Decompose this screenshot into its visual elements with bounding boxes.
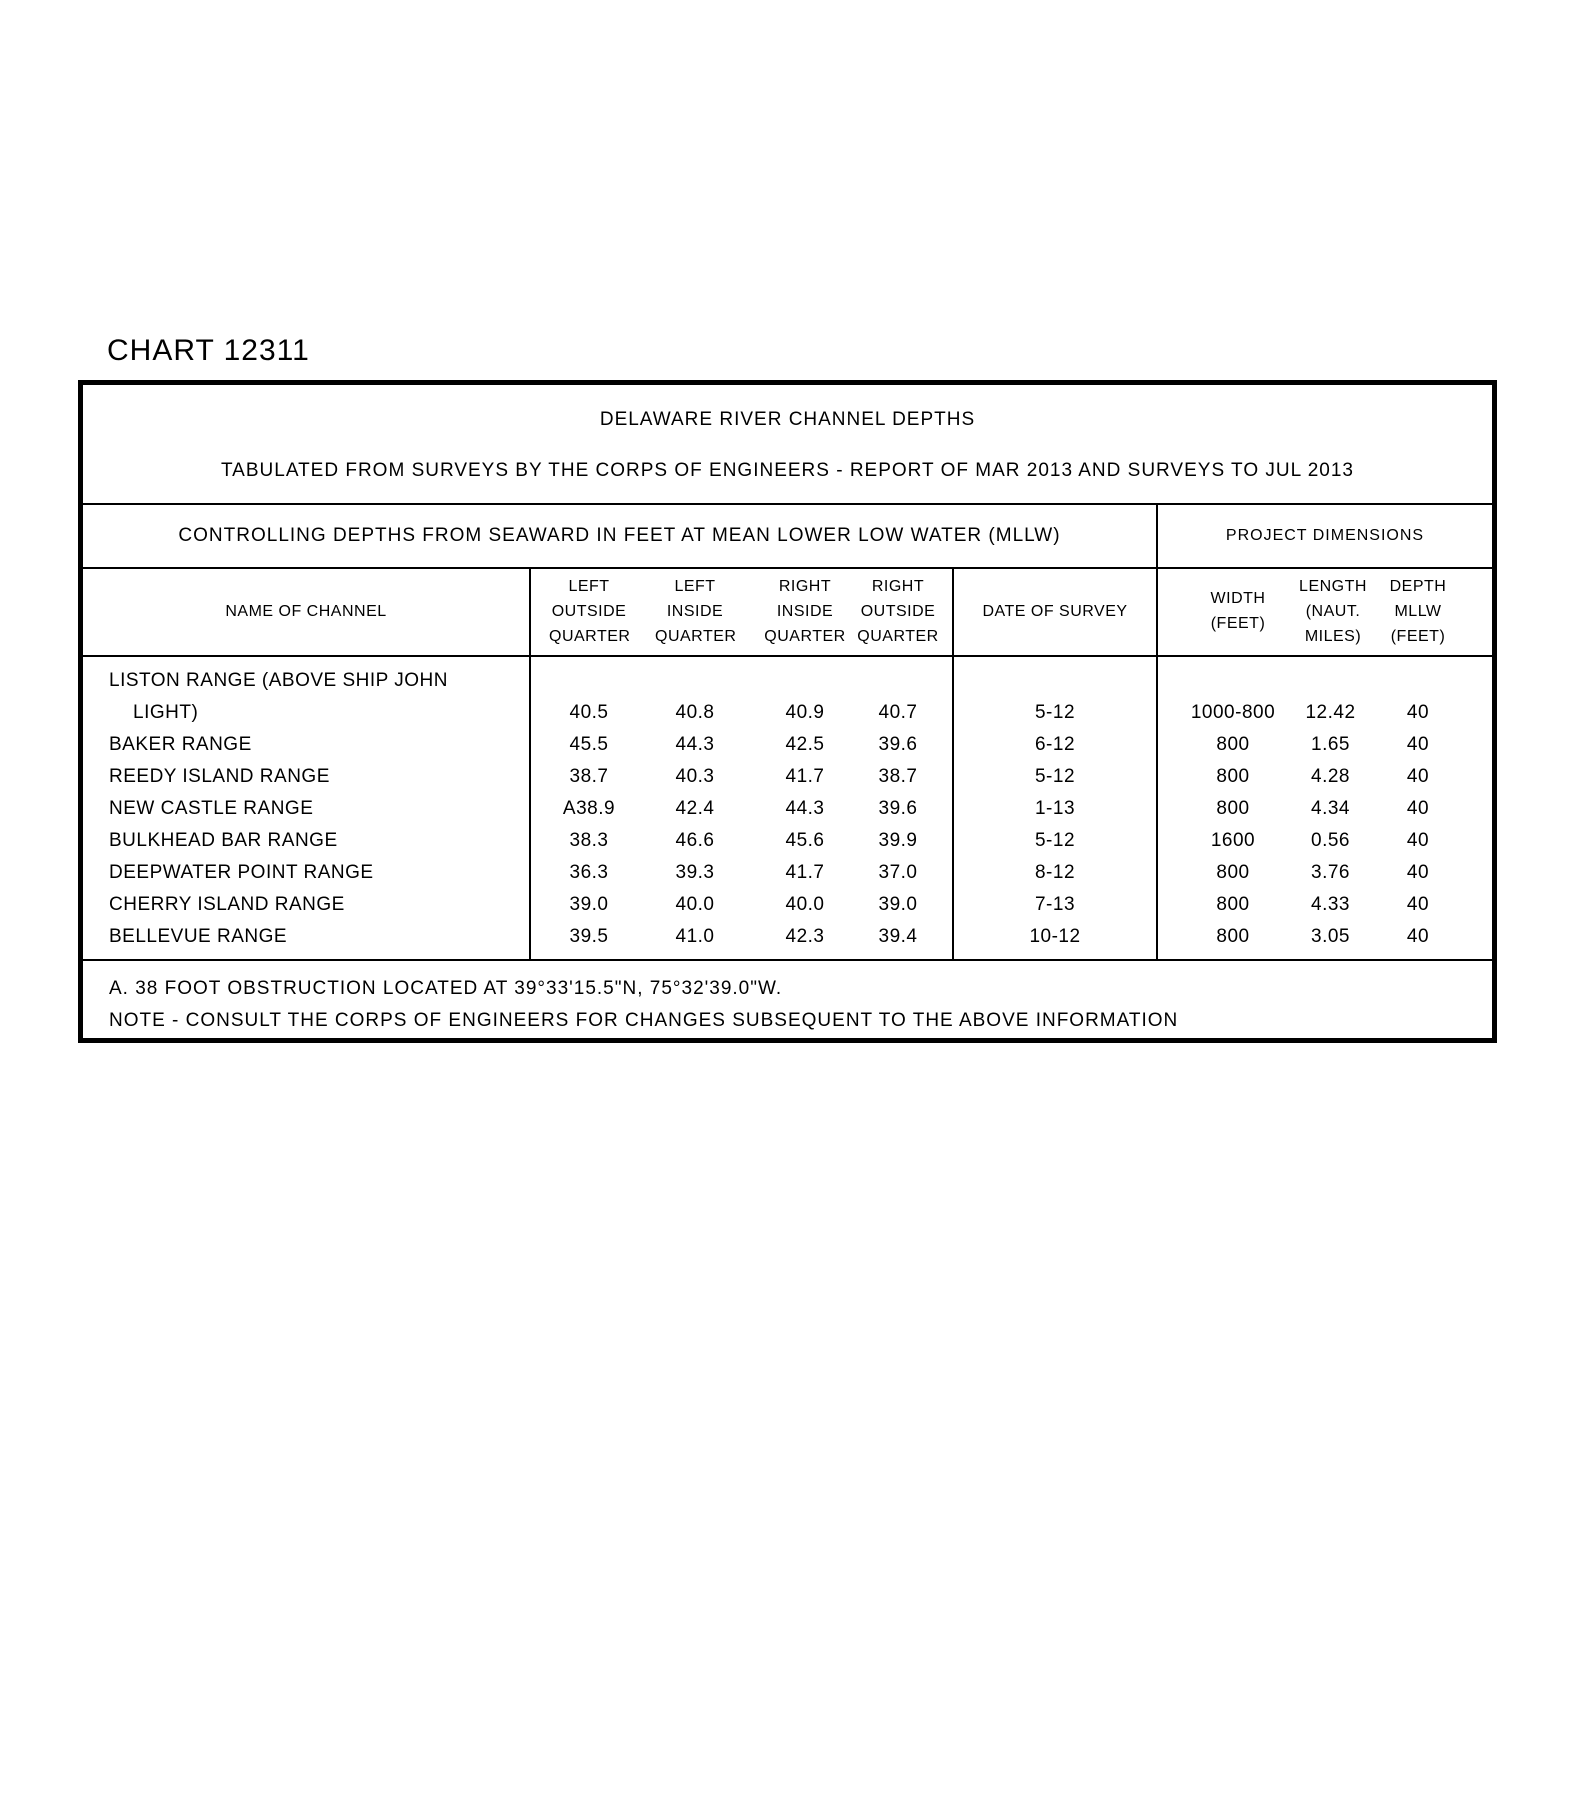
channel-depths-table: [78, 380, 1497, 1043]
table-title: DELAWARE RIVER CHANNEL DEPTHS: [599, 409, 976, 430]
table-row: [83, 697, 1492, 729]
table-row: [83, 793, 1492, 825]
date-of-survey-value: 7-13: [1034, 894, 1076, 915]
rule-footnotes: [83, 959, 1492, 961]
left-outside-quarter-value: 39.0: [569, 894, 609, 915]
left-inside-quarter-value: 46.6: [675, 830, 715, 851]
left-outside-quarter-value: 45.5: [569, 734, 609, 755]
right-outside-quarter-value: 39.6: [878, 734, 918, 755]
col-header-name: NAME OF CHANNEL: [225, 603, 387, 620]
group-header-controlling-depths: CONTROLLING DEPTHS FROM SEAWARD IN FEET AT MEAN LOWER LOW WATER (MLLW): [178, 525, 1061, 546]
date-of-survey-value: 5-12: [1034, 702, 1076, 723]
left-outside-quarter-value: 39.5: [569, 926, 609, 947]
depth-value: 40: [1406, 862, 1430, 883]
date-of-survey-value: 8-12: [1034, 862, 1076, 883]
right-outside-quarter-value: 39.6: [878, 798, 918, 819]
right-inside-quarter-value: 41.7: [785, 862, 825, 883]
channel-name: BELLEVUE RANGE: [109, 926, 288, 947]
col-header-width: WIDTH (FEET): [1210, 590, 1266, 632]
table-subtitle: TABULATED FROM SURVEYS BY THE CORPS OF ENGINEERS - REPORT OF MAR 2013 AND SURVEYS TO JUL 2013: [220, 460, 1355, 481]
right-inside-quarter-value: 42.3: [785, 926, 825, 947]
left-outside-quarter-value: 40.5: [569, 702, 609, 723]
length-value: 3.05: [1311, 926, 1350, 947]
date-of-survey-value: 6-12: [1034, 734, 1076, 755]
width-value: 800: [1216, 766, 1250, 787]
right-outside-quarter-value: 40.7: [878, 702, 918, 723]
channel-name: REEDY ISLAND RANGE: [109, 766, 330, 787]
rule-title: [83, 503, 1492, 505]
col-header-right-outside: RIGHT OUTSIDE QUARTER: [857, 578, 939, 645]
right-outside-quarter-value: 38.7: [878, 766, 918, 787]
col-header-date: DATE OF SURVEY: [982, 603, 1128, 620]
channel-name: BULKHEAD BAR RANGE: [109, 830, 338, 851]
footnote-consult-note: NOTE - CONSULT THE CORPS OF ENGINEERS FOR CHANGES SUBSEQUENT TO THE ABOVE INFORMATION: [109, 1010, 1179, 1031]
right-outside-quarter-value: 39.4: [878, 926, 918, 947]
channel-name: DEEPWATER POINT RANGE: [109, 862, 374, 883]
table-row: [83, 729, 1492, 761]
length-value: 1.65: [1311, 734, 1350, 755]
width-value: 1600: [1210, 830, 1256, 851]
footnote-obstruction: A. 38 FOOT OBSTRUCTION LOCATED AT 39°33'15.5"N, 75°32'39.0"W.: [109, 978, 783, 999]
right-outside-quarter-value: 37.0: [878, 862, 918, 883]
channel-name: LIGHT): [133, 702, 199, 723]
width-value: 1000-800: [1190, 702, 1276, 723]
depth-value: 40: [1406, 766, 1430, 787]
width-value: 800: [1216, 862, 1250, 883]
right-inside-quarter-value: 45.6: [785, 830, 825, 851]
length-value: 4.28: [1311, 766, 1350, 787]
depth-value: 40: [1406, 734, 1430, 755]
right-inside-quarter-value: 41.7: [785, 766, 825, 787]
depth-value: 40: [1406, 702, 1430, 723]
depth-value: 40: [1406, 926, 1430, 947]
right-inside-quarter-value: 42.5: [785, 734, 825, 755]
width-value: 800: [1216, 894, 1250, 915]
length-value: 3.76: [1311, 862, 1350, 883]
depth-value: 40: [1406, 894, 1430, 915]
left-inside-quarter-value: 39.3: [675, 862, 715, 883]
right-inside-quarter-value: 40.9: [785, 702, 825, 723]
channel-name: NEW CASTLE RANGE: [109, 798, 314, 819]
date-of-survey-value: 5-12: [1034, 830, 1076, 851]
table-row: [83, 921, 1492, 953]
right-outside-quarter-value: 39.9: [878, 830, 918, 851]
length-value: 0.56: [1311, 830, 1350, 851]
date-of-survey-value: 10-12: [1029, 926, 1081, 947]
channel-name: LISTON RANGE (ABOVE SHIP JOHN: [109, 670, 448, 691]
width-value: 800: [1216, 734, 1250, 755]
col-header-length: LENGTH (NAUT. MILES): [1299, 578, 1367, 645]
rule-column-header: [83, 655, 1492, 657]
table-row: [83, 761, 1492, 793]
left-inside-quarter-value: 41.0: [675, 926, 715, 947]
rule-group-header: [83, 567, 1492, 569]
col-header-left-outside: LEFT OUTSIDE QUARTER: [549, 578, 631, 645]
length-value: 4.34: [1311, 798, 1350, 819]
channel-name: CHERRY ISLAND RANGE: [109, 894, 345, 915]
table-row: [83, 825, 1492, 857]
chart-label: CHART 12311: [107, 334, 310, 367]
table-row-liston-line1: [83, 665, 1492, 697]
table-row: [83, 857, 1492, 889]
left-inside-quarter-value: 40.3: [675, 766, 715, 787]
date-of-survey-value: 1-13: [1034, 798, 1076, 819]
date-of-survey-value: 5-12: [1034, 766, 1076, 787]
left-inside-quarter-value: 44.3: [675, 734, 715, 755]
right-inside-quarter-value: 40.0: [785, 894, 825, 915]
length-value: 12.42: [1305, 702, 1356, 723]
depth-value: 40: [1406, 798, 1430, 819]
right-inside-quarter-value: 44.3: [785, 798, 825, 819]
width-value: 800: [1216, 926, 1250, 947]
table-row: [83, 889, 1492, 921]
left-outside-quarter-value: 38.7: [569, 766, 609, 787]
right-outside-quarter-value: 39.0: [878, 894, 918, 915]
left-inside-quarter-value: 42.4: [675, 798, 715, 819]
width-value: 800: [1216, 798, 1250, 819]
channel-name: BAKER RANGE: [109, 734, 252, 755]
col-header-right-inside: RIGHT INSIDE QUARTER: [764, 578, 846, 645]
col-header-depth: DEPTH MLLW (FEET): [1389, 578, 1447, 645]
left-outside-quarter-value: 38.3: [569, 830, 609, 851]
left-outside-quarter-value: 36.3: [569, 862, 609, 883]
left-inside-quarter-value: 40.0: [675, 894, 715, 915]
depth-value: 40: [1406, 830, 1430, 851]
col-header-left-inside: LEFT INSIDE QUARTER: [655, 578, 737, 645]
group-header-project-dimensions: PROJECT DIMENSIONS: [1225, 527, 1425, 544]
length-value: 4.33: [1311, 894, 1350, 915]
left-inside-quarter-value: 40.8: [675, 702, 715, 723]
left-outside-quarter-value: A38.9: [562, 798, 616, 819]
